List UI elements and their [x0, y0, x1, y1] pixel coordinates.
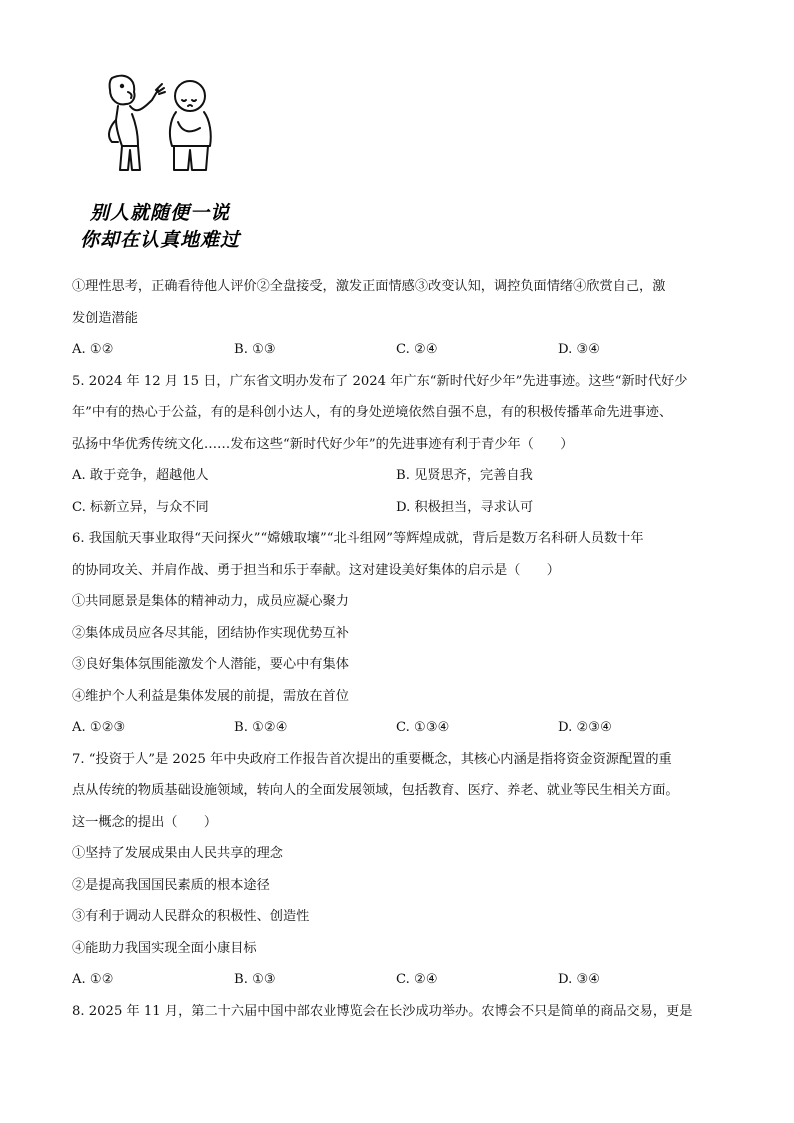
q6-item-4: ④维护个人利益是集体发展的前提，需放在首位	[72, 688, 349, 704]
q4-option-b: B. ①③	[234, 342, 276, 357]
q4-option-d: D. ③④	[558, 342, 601, 357]
question-content	[72, 271, 722, 1027]
cartoon-illustration	[92, 70, 232, 182]
q7-option-a: A. ①②	[72, 972, 114, 987]
q7-options	[72, 964, 722, 996]
q7-item-2: ②是提高我国国民素质的根本途径	[72, 877, 270, 893]
q7-stem-line-3: 这一概念的提出（ ）	[72, 814, 218, 830]
caption-line-1: 别人就随便一说	[90, 202, 231, 224]
q6-option-c: C. ①③④	[396, 720, 450, 735]
q7-item-4: ④能助力我国实现全面小康目标	[72, 940, 257, 956]
cartoon-caption	[80, 200, 260, 254]
q4-statements-line-1: ①理性思考，正确看待他人评价②全盘接受，激发正面情感③改变认知，调控负面情绪④欣赏自己，激	[72, 279, 666, 294]
q4-statements-line-2: 发创造潜能	[72, 310, 138, 326]
q7-option-b: B. ①③	[234, 972, 276, 987]
q5-option-a: A. 敢于竞争，超越他人	[72, 468, 209, 483]
q5-options-row-1	[72, 460, 722, 492]
q5-option-b: B. 见贤思齐，完善自我	[396, 468, 533, 483]
q7-item-3: ③有利于调动人民群众的积极性、创造性	[72, 909, 310, 924]
q6-stem-line-2: 的协同攻关、并肩作战、勇于担当和乐于奉献。这对建设美好集体的启示是（ ）	[72, 562, 560, 578]
q6-options	[72, 712, 722, 744]
q6-option-b: B. ①②④	[234, 720, 288, 735]
q7-option-d: D. ③④	[558, 972, 601, 987]
q7-option-c: C. ②④	[396, 972, 438, 987]
q4-option-c: C. ②④	[396, 342, 438, 357]
q5-stem-line-2: 年”中有的热心于公益，有的是科创小达人，有的身处逆境依然自强不息，有的积极传播革命先进事迹、	[72, 405, 673, 420]
q8-stem-line-1: 8. 2025 年 11 月，第二十六届中国中部农业博览会在长沙成功举办。农博会不只是简单的商品交易，更是	[72, 1003, 693, 1019]
q5-options-row-2	[72, 492, 722, 524]
q6-option-d: D. ②③④	[558, 720, 612, 735]
q6-item-2: ②集体成员应各尽其能，团结协作实现优势互补	[72, 625, 349, 641]
q5-stem-line-3: 弘扬中华优秀传统文化……发布这些“新时代好少年”的先进事迹有利于青少年（ ）	[72, 436, 574, 452]
q5-stem-line-1: 5. 2024 年 12 月 15 日，广东省文明办发布了 2024 年广东“新时代好少年”先进事迹。这些“新时代好少	[72, 373, 688, 389]
q7-stem-line-2: 点从传统的物质基础设施领域，转向人的全面发展领域，包括教育、医疗、养老、就业等民生相关方面。	[72, 783, 679, 798]
q6-stem-line-1: 6. 我国航天事业取得“天问探火”“嫦娥取壤”“北斗组网”等辉煌成就，背后是数万名科研人员数十年	[72, 531, 644, 546]
q4-options	[72, 334, 722, 366]
q5-option-d: D. 积极担当，寻求认可	[396, 499, 534, 515]
q4-option-a: A. ①②	[72, 342, 114, 357]
q7-stem-line-1: 7. “投资于人”是 2025 年中央政府工作报告首次提出的重要概念，其核心内涵是指将资金资源配置的重	[72, 751, 672, 767]
q6-item-3: ③良好集体氛围能激发个人潜能，要心中有集体	[72, 657, 349, 672]
q7-item-1: ①坚持了发展成果由人民共享的理念	[72, 846, 283, 861]
caption-line-2: 你却在认真地难过	[80, 229, 241, 251]
q6-option-a: A. ①②③	[72, 720, 126, 735]
q6-item-1: ①共同愿景是集体的精神动力，成员应凝心聚力	[72, 594, 349, 609]
q5-option-c: C. 标新立异，与众不同	[72, 499, 209, 515]
